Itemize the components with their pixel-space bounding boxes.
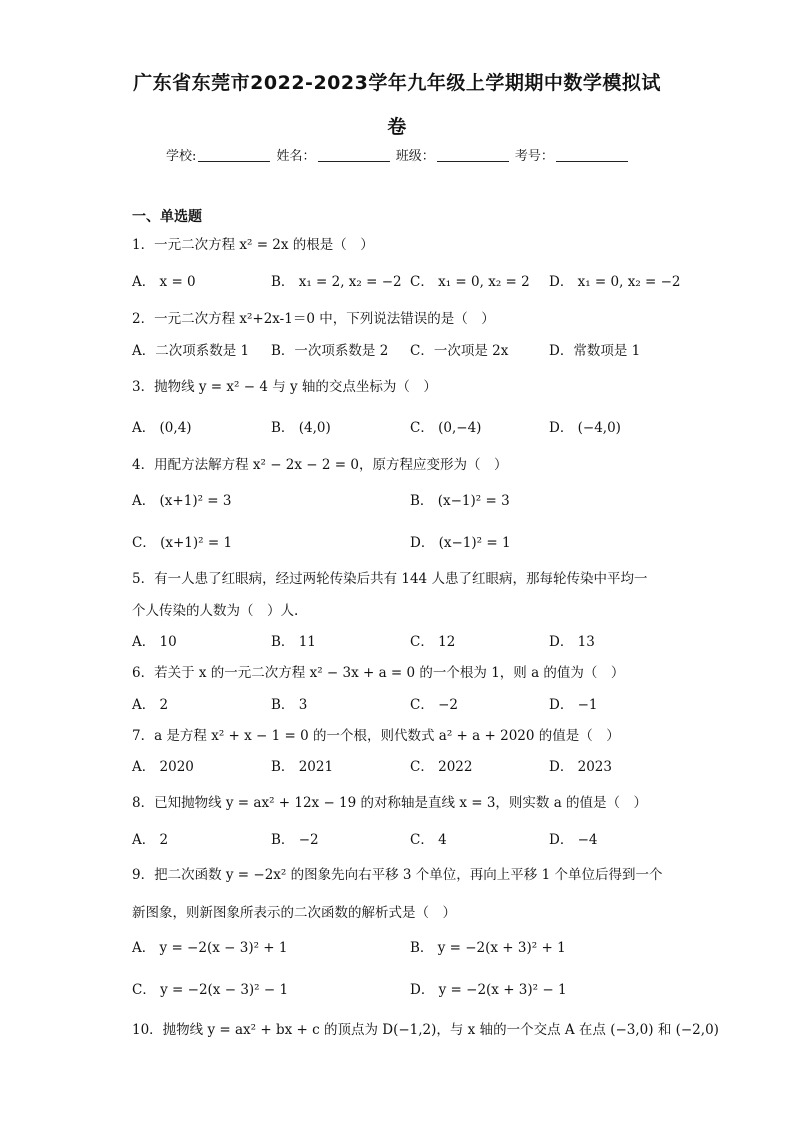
question-3-stem: 3．抛物线 y = x² − 4 与 y 轴的交点坐标为（ ） [132,379,437,395]
question-9-option-c[interactable]: C． y = −2(x − 3)² − 1 [132,982,289,998]
question-5-option-c[interactable]: C． 12 [410,634,456,650]
question-4-option-a[interactable]: A． (x+1)² = 3 [132,493,232,509]
question-4-option-c[interactable]: C． (x+1)² = 1 [132,535,233,551]
question-10-stem: 10．抛物线 y = ax² + bx + c 的顶点为 D(−1,2)，与 x 轴的一个交点 A 在点 (−3,0) 和 (−2,0) [132,1022,719,1038]
question-2-option-d[interactable]: D．常数项是 1 [549,343,641,359]
class-label: 班级： [395,149,435,164]
question-1-option-c[interactable]: C． x₁ = 0, x₂ = 2 [410,274,530,290]
name-label: 姓名： [276,149,316,164]
question-1-option-b[interactable]: B． x₁ = 2, x₂ = −2 [271,274,402,290]
question-8-option-a[interactable]: A． 2 [132,832,169,848]
question-1-option-d[interactable]: D． x₁ = 0, x₂ = −2 [549,274,681,290]
question-6-option-b[interactable]: B． 3 [271,697,308,713]
question-3-option-a[interactable]: A． (0,4) [132,420,192,436]
question-5-stem-line2: 个人传染的人数为（ ）人. [132,603,299,619]
question-3-option-c[interactable]: C． (0,−4) [410,420,482,436]
question-6-option-c[interactable]: C． −2 [410,697,459,713]
question-6-option-d[interactable]: D． −1 [549,697,598,713]
question-9-option-b[interactable]: B． y = −2(x + 3)² + 1 [410,940,566,956]
question-4-option-d[interactable]: D． (x−1)² = 1 [410,535,511,551]
question-7-option-b[interactable]: B． 2021 [271,759,334,775]
name-blank[interactable] [318,147,390,162]
question-5-option-a[interactable]: A． 10 [132,634,177,650]
question-6-stem: 6．若关于 x 的一元二次方程 x² − 3x + a = 0 的一个根为 1，则 a 的值为（ ） [132,665,625,681]
school-blank[interactable] [198,147,270,162]
question-8-stem: 8．已知抛物线 y = ax² + 12x − 19 的对称轴是直线 x = 3，则实数 a 的值是（ ） [132,795,648,811]
question-8-option-c[interactable]: C． 4 [410,832,447,848]
question-1-stem: 1．一元二次方程 x² = 2x 的根是（ ） [132,237,374,253]
question-2-option-a[interactable]: A．二次项系数是 1 [132,343,250,359]
question-4-option-b[interactable]: B． (x−1)² = 3 [410,493,510,509]
exam-title-line2: 卷 [387,116,407,138]
question-3-option-d[interactable]: D． (−4,0) [549,420,621,436]
question-7-option-d[interactable]: D． 2023 [549,759,612,775]
question-3-option-b[interactable]: B． (4,0) [271,420,331,436]
question-6-option-a[interactable]: A． 2 [132,697,169,713]
question-9-stem-line2: 新图象，则新图象所表示的二次函数的解析式是（ ） [132,905,456,921]
question-1-option-a[interactable]: A． x = 0 [132,274,196,290]
question-7-option-c[interactable]: C． 2022 [410,759,473,775]
question-8-option-d[interactable]: D． −4 [549,832,598,848]
question-2-option-c[interactable]: C．一次项是 2x [410,343,509,359]
number-blank[interactable] [556,147,628,162]
section-heading: 一、单选题 [132,209,202,225]
question-2-option-b[interactable]: B．一次项系数是 2 [271,343,389,359]
question-9-stem: 9．把二次函数 y = −2x² 的图象先向右平移 3 个单位，再向上平移 1 个单位后得到一个 [132,867,663,883]
question-9-option-d[interactable]: D． y = −2(x + 3)² − 1 [410,982,567,998]
number-label: 考号： [514,149,554,164]
question-8-option-b[interactable]: B． −2 [271,832,319,848]
question-7-option-a[interactable]: A． 2020 [132,759,194,775]
question-2-stem: 2．一元二次方程 x²+2x-1＝0 中，下列说法错误的是（ ） [132,311,495,327]
question-5-option-d[interactable]: D． 13 [549,634,595,650]
class-blank[interactable] [437,147,509,162]
student-info-row [166,145,630,164]
question-5-stem: 5．有一人患了红眼病，经过两轮传染后共有 144 人患了红眼病，那每轮传染中平均一 [132,571,648,587]
exam-title-line1: 广东省东莞市2022-2023学年九年级上学期期中数学模拟试 [133,72,661,94]
question-9-option-a[interactable]: A． y = −2(x − 3)² + 1 [132,940,288,956]
question-4-stem: 4．用配方法解方程 x² − 2x − 2 = 0，原方程应变形为（ ） [132,457,508,473]
school-label: 学校: [166,149,197,164]
question-7-stem: 7．a 是方程 x² + x − 1 = 0 的一个根，则代数式 a² + a + 2020 的值是（ ） [132,728,620,744]
question-5-option-b[interactable]: B． 11 [271,634,316,650]
